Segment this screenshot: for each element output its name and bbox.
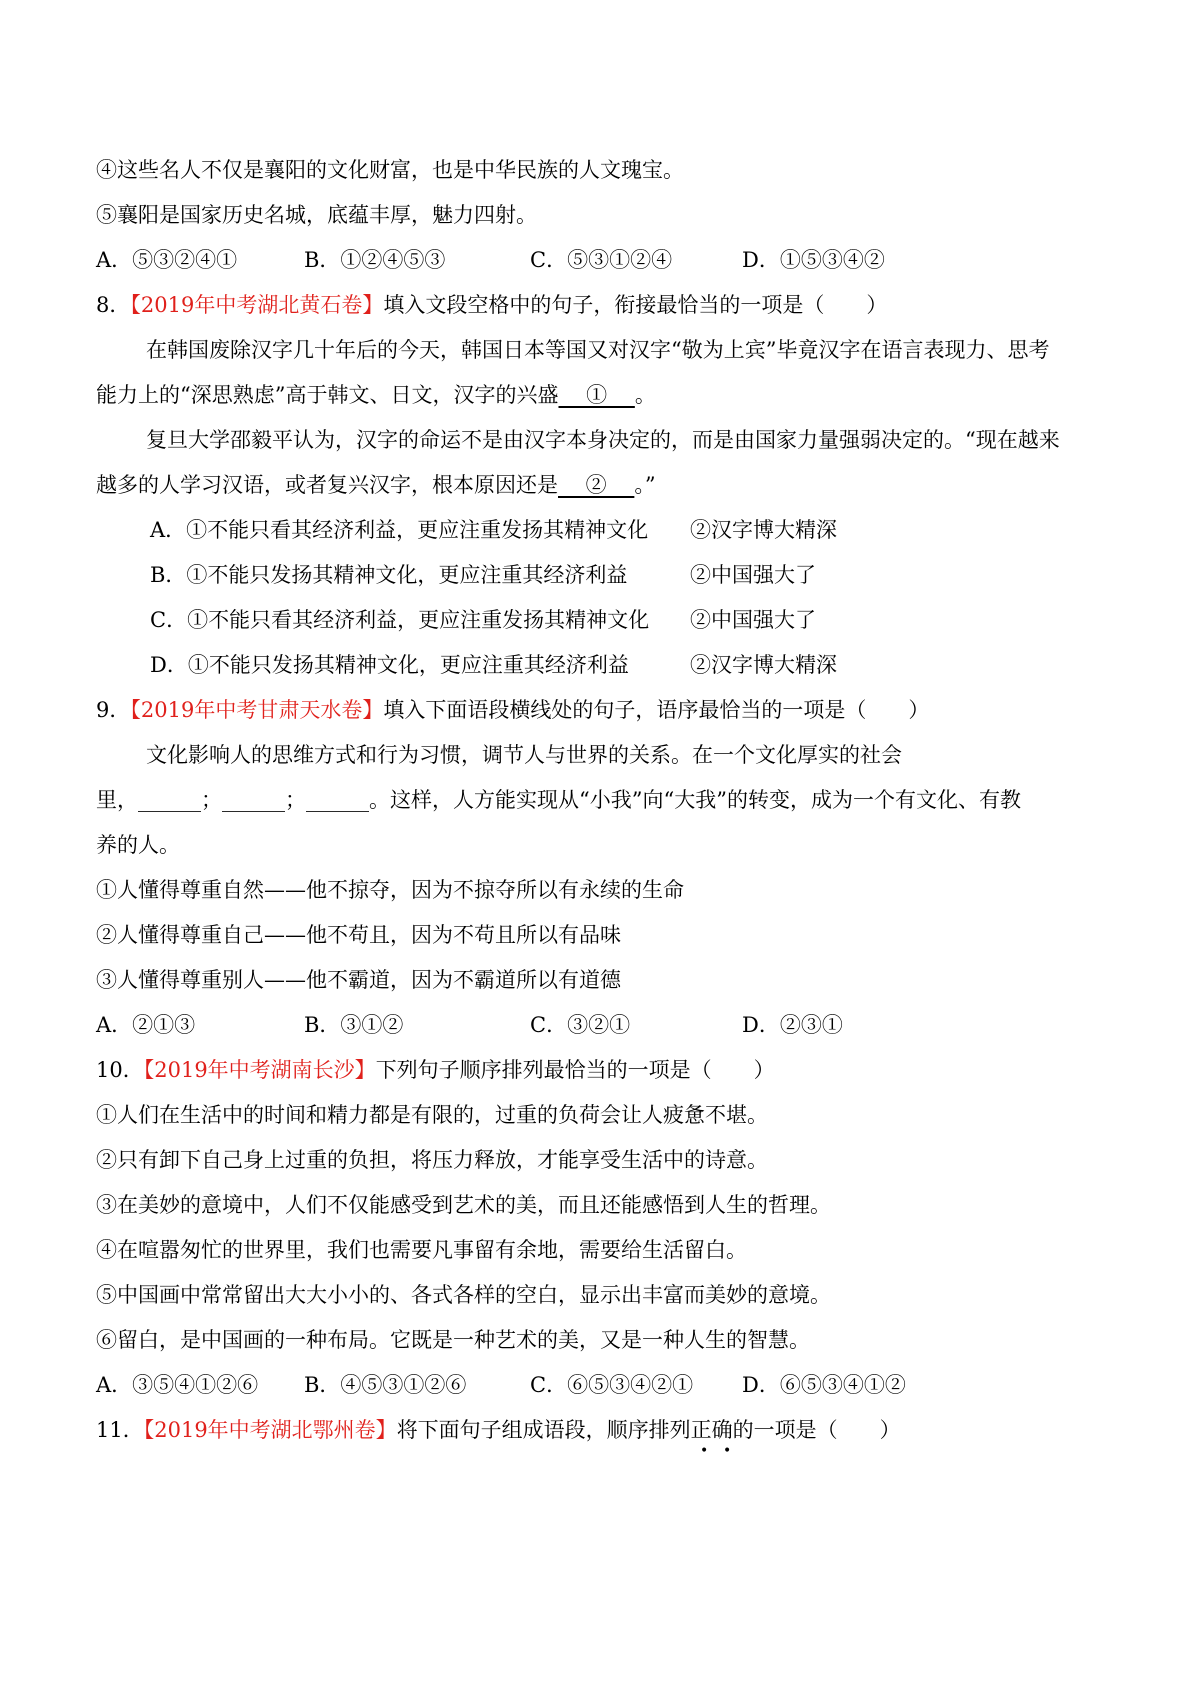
q11-stem: 将下面句子组成语段，顺序排列正确的一项是（ ） <box>396 1418 901 1442</box>
q8-number: 8． <box>96 293 131 317</box>
q10-sentence-5: ⑤中国画中常常留出大大小小的、各式各样的空白，显示出丰富而美妙的意境。 <box>96 1283 831 1307</box>
q7-option-b: B．①②④⑤③ <box>304 248 446 272</box>
q8-option-b-part-2: ②中国强大了 <box>690 563 816 587</box>
emphasis-dot: • <box>700 1443 709 1459</box>
q10-stem: 下列句子顺序排列最恰当的一项是（ ） <box>375 1058 775 1082</box>
q9-option-d: D．②③① <box>742 1013 843 1037</box>
q10-options <box>96 1371 1096 1399</box>
q8-heading <box>96 291 887 319</box>
emphasis-dot: • <box>723 1443 732 1459</box>
q9-passage-line-1: 文化影响人的思维方式和行为习惯，调节人与世界的关系。在一个文化厚实的社会 <box>146 743 902 767</box>
q9-passage-line-2: 里，______；______；______。这样，人方能实现从“小我”向“大我”的转变，成为一个有文化、有教 <box>96 788 1021 812</box>
q11-source: 【2019年中考湖北鄂州卷】 <box>143 1418 397 1442</box>
q9-number: 9． <box>96 698 131 722</box>
q8-option-a-part-2: ②汉字博大精深 <box>690 518 837 542</box>
q9-passage-line-3: 养的人。 <box>96 833 180 857</box>
q8-option-c <box>150 606 1050 634</box>
q9-source: 【2019年中考甘肃天水卷】 <box>130 698 384 722</box>
q8-passage-1-line-1: 在韩国废除汉字几十年后的今天，韩国日本等国又对汉字“敬为上宾”毕竟汉字在语言表现力、思考 <box>146 338 1050 362</box>
q8-option-d <box>150 651 1050 679</box>
q7-option-c: C．⑤③①②④ <box>530 248 673 272</box>
q8-option-b-part-1: B．①不能只发扬其精神文化，更应注重其经济利益 <box>150 563 628 587</box>
q8-blank-2: ② <box>558 473 635 497</box>
q8-source: 【2019年中考湖北黄石卷】 <box>130 293 384 317</box>
q8-passage-2-line-1: 复旦大学邵毅平认为，汉字的命运不是由汉字本身决定的，而是由国家力量强弱决定的。“现在越来 <box>146 428 1060 452</box>
q8-option-c-part-1: C．①不能只看其经济利益，更应注重发扬其精神文化 <box>150 608 650 632</box>
q10-sentence-2: ②只有卸下自己身上过重的负担，将压力释放，才能享受生活中的诗意。 <box>96 1148 768 1172</box>
q8-passage-2-text: 越多的人学习汉语，或者复兴汉字，根本原因还是 <box>96 473 558 497</box>
q9-option-a: A．②①③ <box>96 1013 196 1037</box>
q8-option-a <box>150 516 1050 544</box>
q10-option-c: C．⑥⑤③④②① <box>530 1373 694 1397</box>
q11-number: 11． <box>96 1418 144 1442</box>
q7-sentence-4: ④这些名人不仅是襄阳的文化财富，也是中华民族的人文瑰宝。 <box>96 158 684 182</box>
q9-sentence-3: ③人懂得尊重别人——他不霸道，因为不霸道所以有道德 <box>96 968 621 992</box>
q10-sentence-1: ①人们在生活中的时间和精力都是有限的，过重的负荷会让人疲惫不堪。 <box>96 1103 768 1127</box>
q10-sentence-3: ③在美妙的意境中，人们不仅能感受到艺术的美，而且还能感悟到人生的哲理。 <box>96 1193 831 1217</box>
q8-option-d-part-2: ②汉字博大精深 <box>690 653 837 677</box>
q10-number: 10． <box>96 1058 144 1082</box>
q11-heading <box>96 1416 901 1444</box>
q9-option-c: C．③②① <box>530 1013 631 1037</box>
q10-source: 【2019年中考湖南长沙】 <box>143 1058 376 1082</box>
q9-sentence-2: ②人懂得尊重自己——他不苟且，因为不苟且所以有品味 <box>96 923 621 947</box>
q9-heading <box>96 696 929 724</box>
q8-blank-1: ① <box>558 383 635 407</box>
q7-options <box>96 246 1096 274</box>
q8-passage-1-text: 能力上的“深思熟虑”高于韩文、日文，汉字的兴盛 <box>96 383 559 407</box>
q8-passage-2-end: 。” <box>634 473 656 497</box>
q7-option-d: D．①⑤③④② <box>742 248 885 272</box>
q8-option-c-part-2: ②中国强大了 <box>690 608 816 632</box>
q8-passage-1-line-2 <box>96 381 656 409</box>
q8-option-b <box>150 561 1050 589</box>
q7-option-a: A．⑤③②④① <box>96 248 238 272</box>
q8-passage-1-end: 。 <box>634 383 656 407</box>
q8-stem: 填入文段空格中的句子，衔接最恰当的一项是（ ） <box>383 293 888 317</box>
q9-sentence-1: ①人懂得尊重自然——他不掠夺，因为不掠夺所以有永续的生命 <box>96 878 684 902</box>
q10-heading <box>96 1056 775 1084</box>
q8-passage-2-line-2 <box>96 471 656 499</box>
q9-stem: 填入下面语段横线处的句子，语序最恰当的一项是（ ） <box>383 698 930 722</box>
q10-option-b: B．④⑤③①②⑥ <box>304 1373 467 1397</box>
q10-sentence-4: ④在喧嚣匆忙的世界里，我们也需要凡事留有余地，需要给生活留白。 <box>96 1238 747 1262</box>
q9-options <box>96 1011 1096 1039</box>
q10-option-a: A．③⑤④①②⑥ <box>96 1373 259 1397</box>
q7-sentence-5: ⑤襄阳是国家历史名城，底蕴丰厚，魅力四射。 <box>96 203 537 227</box>
q8-option-d-part-1: D．①不能只发扬其精神文化，更应注重其经济利益 <box>150 653 629 677</box>
q10-sentence-6: ⑥留白，是中国画的一种布局。它既是一种艺术的美，又是一种人生的智慧。 <box>96 1328 810 1352</box>
q9-option-b: B．③①② <box>304 1013 404 1037</box>
q8-option-a-part-1: A．①不能只看其经济利益，更应注重发扬其精神文化 <box>150 518 649 542</box>
q10-option-d: D．⑥⑤③④①② <box>742 1373 906 1397</box>
